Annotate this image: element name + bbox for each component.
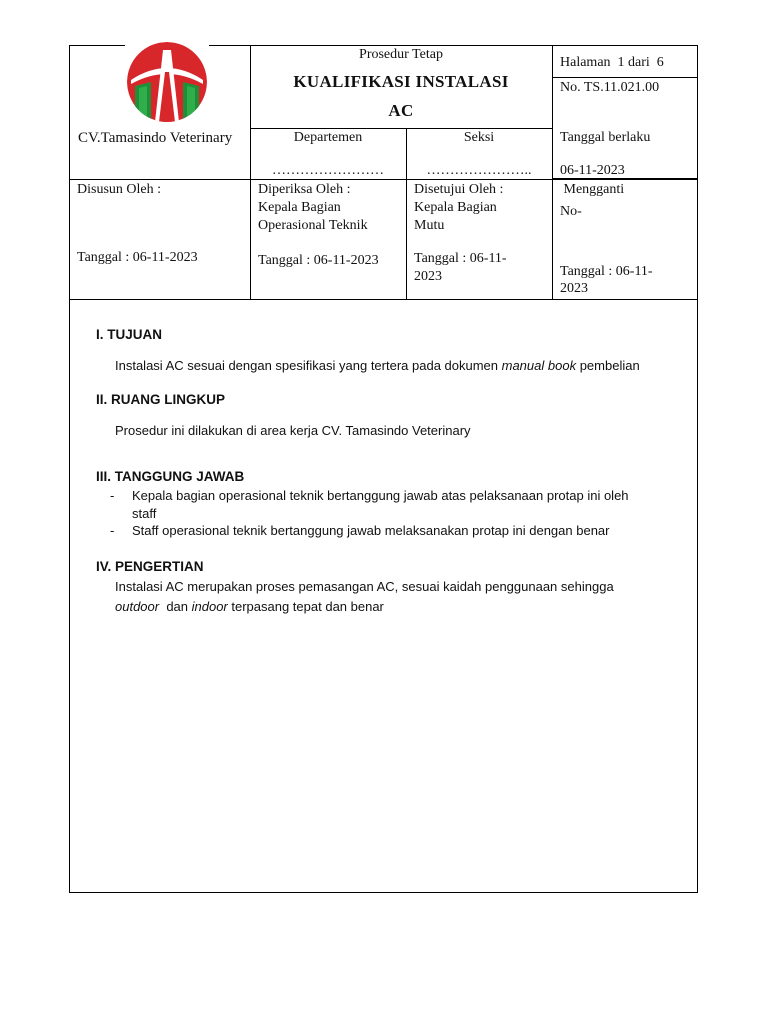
section-heading-ruang-lingkup: II. RUANG LINGKUP bbox=[96, 392, 226, 407]
pengertian-indoor: indoor bbox=[191, 599, 228, 614]
company-name: CV.Tamasindo Veterinary bbox=[78, 130, 233, 146]
approved-by-label: Disetujui Oleh : bbox=[414, 182, 504, 197]
seksi-value: ………………….. bbox=[426, 163, 532, 178]
doc-title-line2: AC bbox=[388, 101, 414, 120]
tamasindo-logo bbox=[125, 42, 209, 122]
prepared-date: Tanggal : 06-11-2023 bbox=[77, 250, 198, 265]
section-heading-tanggung-jawab: III. TANGGUNG JAWAB bbox=[96, 469, 245, 484]
section-heading-pengertian: IV. PENGERTIAN bbox=[96, 559, 204, 574]
document-number: No. TS.11.021.00 bbox=[560, 80, 660, 95]
bullet-2: Staff operasional teknik bertanggung jawab melaksanakan protap ini dengan benar bbox=[132, 523, 610, 538]
effective-date-value: 06-11-2023 bbox=[560, 163, 625, 178]
reviewed-by-role-1: Kepala Bagian bbox=[258, 200, 341, 215]
seksi-label: Seksi bbox=[463, 130, 495, 145]
approved-date-line2: 2023 bbox=[414, 269, 442, 284]
bullet-1-line1: Kepala bagian operasional teknik bertanggung jawab atas pelaksanaan protap ini oleh bbox=[132, 488, 629, 503]
prepared-by-label: Disusun Oleh : bbox=[77, 182, 161, 197]
page-number: Halaman 1 dari 6 bbox=[560, 55, 664, 70]
pengertian-outdoor: outdoor bbox=[115, 599, 160, 614]
replaces-date-line1: Tanggal : 06-11- bbox=[560, 264, 653, 279]
reviewed-by-label: Diperiksa Oleh : bbox=[258, 182, 351, 197]
approved-by-role-2: Mutu bbox=[414, 218, 445, 233]
pengertian-line2 bbox=[115, 598, 384, 616]
pengertian-end: terpasang tepat dan benar bbox=[227, 599, 384, 614]
grid-hline-halaman bbox=[552, 77, 698, 78]
tujuan-text-a: Instalasi AC sesuai dengan spesifikasi yang tertera pada dokumen bbox=[115, 358, 502, 373]
departemen-label: Departemen bbox=[293, 130, 363, 145]
effective-date-label: Tanggal berlaku bbox=[560, 130, 651, 145]
departemen-value: …………………… bbox=[272, 163, 384, 178]
doc-title-line1: KUALIFIKASI INSTALASI bbox=[293, 72, 509, 91]
tujuan-text-italic: manual book bbox=[501, 358, 577, 373]
pengertian-line1: Instalasi AC merupakan proses pemasangan AC, sesuai kaidah penggunaan sehingga bbox=[115, 579, 614, 594]
bullet-marker-2: - bbox=[110, 523, 115, 538]
doc-type: Prosedur Tetap bbox=[359, 47, 443, 62]
grid-vline-3 bbox=[552, 45, 553, 300]
tujuan-text bbox=[115, 357, 640, 375]
tujuan-text-b: pembelian bbox=[576, 358, 640, 373]
pengertian-and: dan bbox=[159, 599, 192, 614]
approved-date-line1: Tanggal : 06-11- bbox=[414, 251, 507, 266]
reviewed-date: Tanggal : 06-11-2023 bbox=[258, 253, 379, 268]
replaces-date-line2: 2023 bbox=[560, 281, 588, 296]
grid-hline-bottom bbox=[69, 299, 698, 300]
grid-vline-2 bbox=[406, 129, 407, 300]
replaces-value: No- bbox=[560, 204, 582, 219]
approved-by-role-1: Kepala Bagian bbox=[414, 200, 497, 215]
reviewed-by-role-2: Operasional Teknik bbox=[258, 218, 368, 233]
ruang-lingkup-text: Prosedur ini dilakukan di area kerja CV. Tamasindo Veterinary bbox=[115, 423, 471, 438]
bullet-1-line2: staff bbox=[132, 506, 157, 521]
bullet-marker-1: - bbox=[110, 488, 115, 503]
replaces-label: Mengganti bbox=[560, 182, 625, 197]
section-heading-tujuan: I. TUJUAN bbox=[96, 327, 163, 342]
